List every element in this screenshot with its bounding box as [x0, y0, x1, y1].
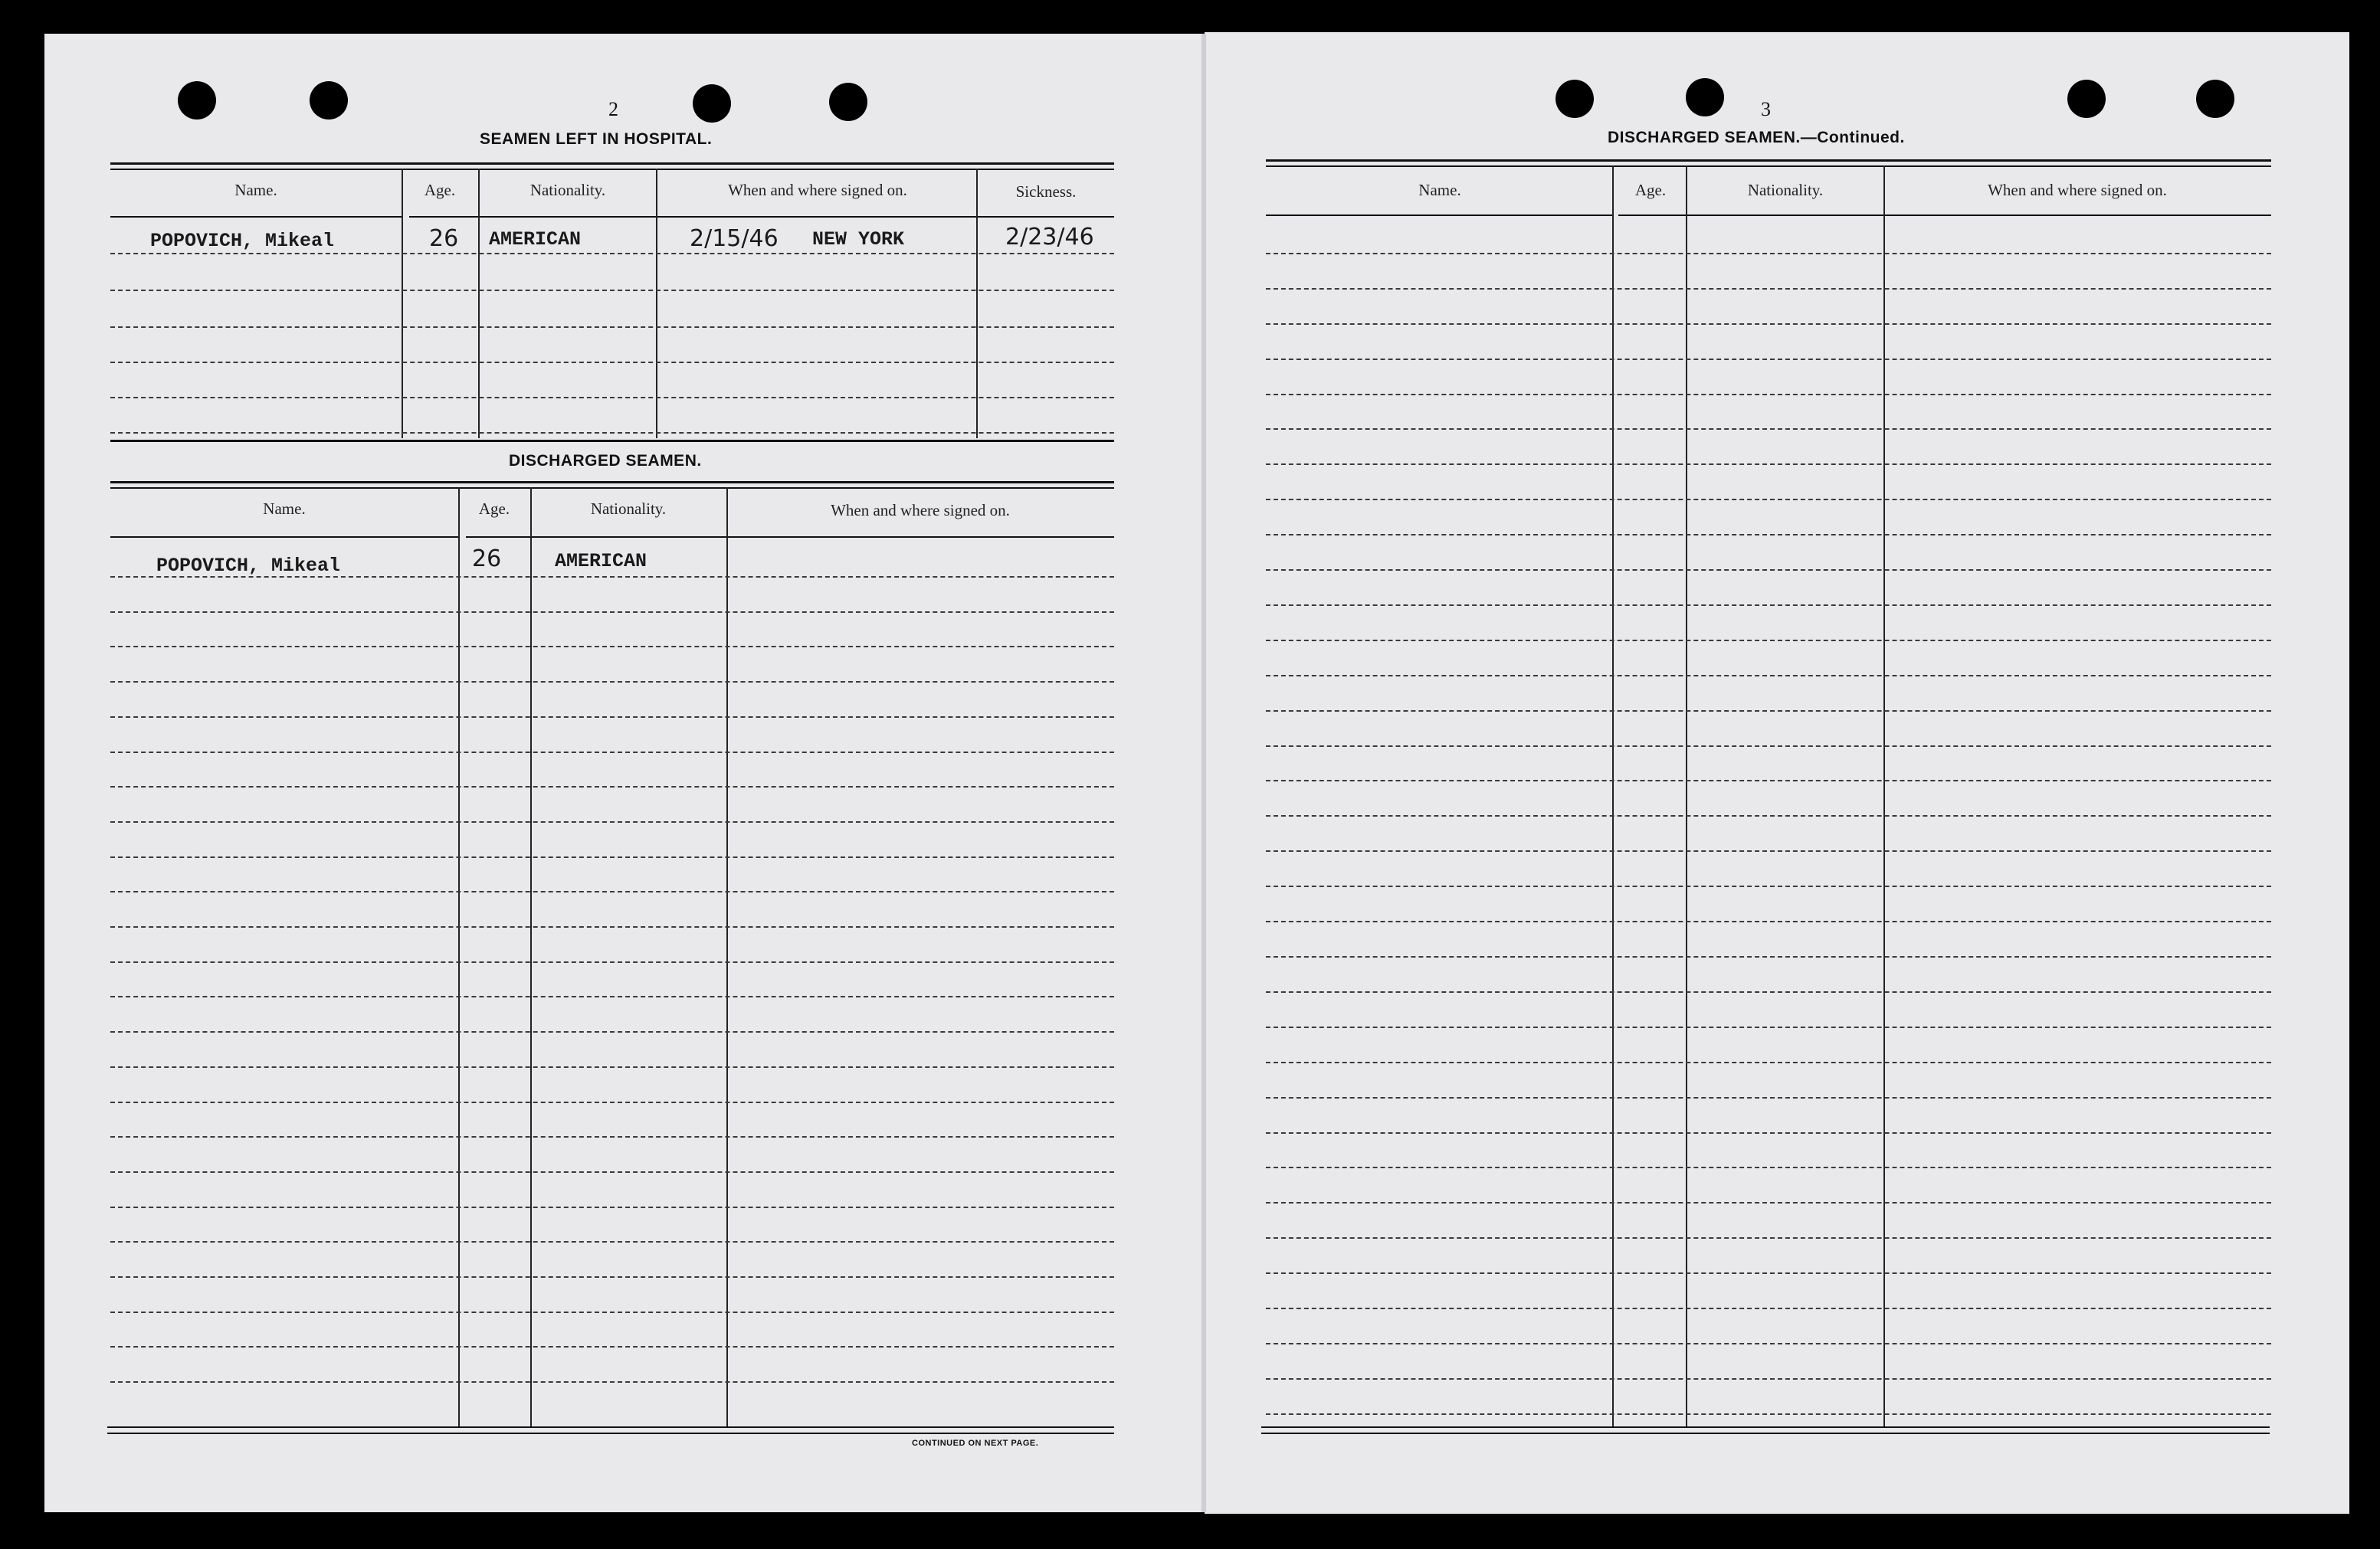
discharged-seaman-nationality: AMERICAN — [555, 550, 647, 572]
entry-line — [110, 326, 1114, 328]
entry-line — [110, 996, 1114, 997]
entry-line — [1266, 1343, 2271, 1344]
column-header-nationality: Nationality. — [529, 181, 606, 199]
entry-line — [110, 1102, 1114, 1103]
column-divider — [530, 487, 532, 1426]
entry-line — [110, 1171, 1114, 1173]
punch-hole — [829, 83, 867, 121]
entry-line — [110, 1276, 1114, 1278]
punch-hole — [2067, 80, 2106, 118]
punch-hole — [693, 84, 731, 123]
header-underline — [1618, 215, 2271, 216]
column-header-age: Age. — [478, 499, 510, 518]
entry-line — [1266, 569, 2271, 571]
entry-line — [1266, 1167, 2271, 1168]
entry-line — [1266, 640, 2271, 641]
entry-line — [110, 1312, 1114, 1313]
entry-line — [1266, 499, 2271, 500]
entry-line — [1266, 1413, 2271, 1415]
column-header-nationality: Nationality. — [1747, 181, 1824, 199]
continued-footer: CONTINUED ON NEXT PAGE. — [912, 1439, 1039, 1448]
page-number: 2 — [608, 98, 618, 120]
hospital-signed-on-place: NEW YORK — [812, 228, 905, 251]
entry-line — [1266, 428, 2271, 430]
rule — [110, 162, 1114, 165]
rule — [1261, 1426, 2270, 1428]
entry-line — [1266, 604, 2271, 606]
column-header-signed-on: When and where signed on. — [831, 501, 1010, 519]
hospital-seaman-name: POPOVICH, Mikeal — [150, 230, 335, 252]
column-header-age: Age. — [1634, 181, 1667, 199]
entry-line — [1266, 1272, 2271, 1274]
punch-hole — [1686, 78, 1724, 116]
entry-line — [110, 891, 1114, 892]
column-divider — [726, 487, 728, 1426]
entry-line — [110, 646, 1114, 647]
hospital-signed-on-date: 2/15/46 — [690, 225, 779, 252]
discharged-seaman-name: POPOVICH, Mikeal — [156, 555, 341, 577]
column-header-name: Name. — [1418, 181, 1461, 199]
column-header-sickness: Sickness. — [1015, 182, 1077, 201]
entry-line — [1266, 1062, 2271, 1063]
rule — [110, 487, 1114, 489]
column-header-age: Age. — [424, 181, 456, 199]
entry-line — [1266, 850, 2271, 852]
rule — [107, 1433, 1114, 1434]
entry-line — [110, 397, 1114, 398]
entry-line — [1266, 394, 2271, 395]
right-page — [1205, 32, 2349, 1514]
section-title-discharged: DISCHARGED SEAMEN. — [509, 452, 702, 470]
header-underline — [466, 536, 1114, 538]
punch-hole — [1556, 80, 1594, 118]
entry-line — [1266, 359, 2271, 360]
entry-line — [110, 961, 1114, 963]
entry-line — [1266, 1132, 2271, 1134]
hospital-sickness-date: 2/23/46 — [1005, 224, 1094, 251]
entry-line — [1266, 991, 2271, 993]
hospital-seaman-age: 26 — [429, 225, 459, 252]
entry-line — [110, 1136, 1114, 1138]
entry-line — [1266, 1027, 2271, 1028]
entry-line — [110, 856, 1114, 858]
entry-line — [110, 821, 1114, 823]
discharged-seaman-age: 26 — [472, 545, 502, 572]
entry-line — [1266, 1202, 2271, 1204]
entry-line — [1266, 1237, 2271, 1239]
entry-line — [1266, 1097, 2271, 1099]
entry-line — [1266, 921, 2271, 922]
column-header-signed-on: When and where signed on. — [728, 181, 907, 199]
punch-hole — [310, 81, 348, 120]
rule — [1266, 165, 2271, 167]
header-underline — [1266, 215, 1612, 216]
section-title-hospital: SEAMEN LEFT IN HOSPITAL. — [480, 130, 713, 148]
punch-hole — [178, 81, 216, 120]
entry-line — [110, 926, 1114, 928]
punch-hole — [2196, 80, 2234, 118]
page-number: 3 — [1761, 98, 1771, 120]
rule — [110, 440, 1114, 442]
entry-line — [110, 752, 1114, 753]
header-underline — [110, 536, 458, 538]
entry-line — [1266, 710, 2271, 712]
entry-line — [1266, 463, 2271, 465]
section-title-discharged-continued: DISCHARGED SEAMEN.—Continued. — [1608, 129, 1905, 146]
entry-line — [1266, 675, 2271, 676]
rule — [110, 169, 1114, 170]
entry-line — [110, 1031, 1114, 1033]
header-underline — [110, 216, 402, 218]
rule — [1261, 1433, 2270, 1434]
header-underline — [409, 216, 1114, 218]
entry-line — [1266, 745, 2271, 747]
rule — [110, 481, 1114, 483]
entry-line — [1266, 288, 2271, 290]
entry-line — [110, 681, 1114, 683]
entry-line — [110, 432, 1114, 434]
entry-line — [1266, 815, 2271, 817]
page-gutter — [1201, 34, 1206, 1512]
entry-line — [1266, 1308, 2271, 1309]
entry-line — [110, 1241, 1114, 1243]
column-header-signed-on: When and where signed on. — [1988, 181, 2167, 199]
rule — [1266, 159, 2271, 162]
entry-line — [110, 1207, 1114, 1208]
rule — [107, 1426, 1114, 1428]
entry-line — [1266, 534, 2271, 535]
entry-line — [110, 716, 1114, 718]
entry-line — [110, 362, 1114, 363]
column-header-name: Name. — [234, 181, 277, 199]
entry-line — [110, 786, 1114, 788]
column-header-nationality: Nationality. — [590, 499, 667, 518]
entry-line — [1266, 886, 2271, 887]
entry-line — [110, 611, 1114, 613]
hospital-seaman-nationality: AMERICAN — [489, 228, 582, 251]
entry-line — [110, 1066, 1114, 1068]
entry-line — [1266, 1378, 2271, 1380]
entry-line — [110, 1381, 1114, 1383]
entry-line — [1266, 780, 2271, 781]
entry-line — [1266, 323, 2271, 325]
entry-line — [110, 290, 1114, 291]
left-page — [44, 34, 1203, 1512]
entry-line — [110, 253, 1114, 254]
entry-line — [1266, 253, 2271, 254]
column-header-name: Name. — [263, 499, 306, 518]
entry-line — [1266, 956, 2271, 958]
entry-line — [110, 1346, 1114, 1348]
column-divider — [458, 487, 460, 1426]
